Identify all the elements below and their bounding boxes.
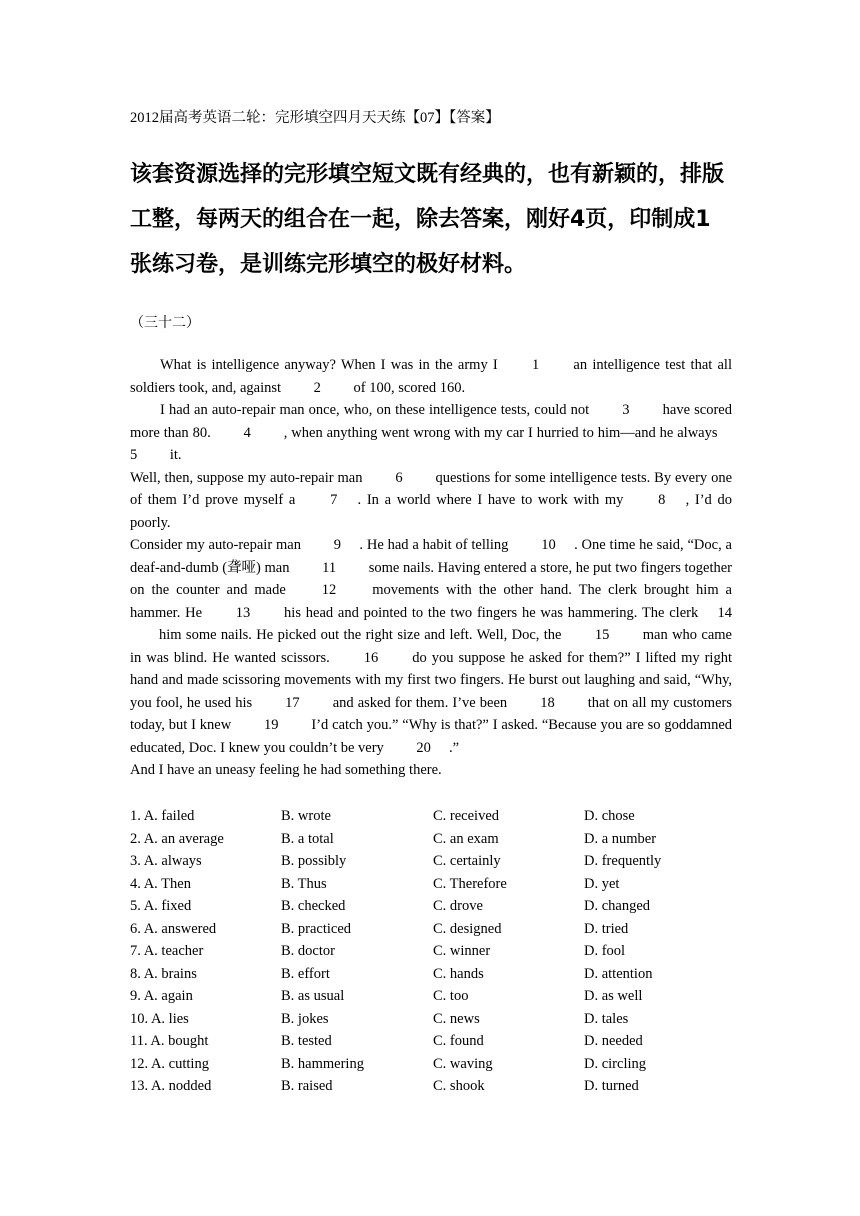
option-choice: C. hands: [433, 965, 484, 982]
passage-paragraph: I had an auto-repair man once, who, on these intelligence tests, could not 3 have scored more than 80. 4 , when anything went wrong with my car I hurried to him—and he always 5 it.: [130, 402, 732, 463]
option-row: [130, 963, 732, 986]
option-row: [130, 895, 732, 918]
option-choice: C. news: [433, 1010, 480, 1027]
option-choice: C. too: [433, 988, 469, 1004]
passage-paragraph: And I have an uneasy feeling he had something there.: [130, 762, 442, 778]
option-choice: B. tested: [281, 1033, 332, 1049]
option-choice: D. attention: [584, 965, 653, 982]
option-choice: B. jokes: [281, 1010, 329, 1027]
passage-paragraph: Well, then, suppose my auto-repair man 6 questions for some intelligence tests. By every one of them I’d prove myself a 7 . In a world where I have to work with my 8 , I’d do poorly.: [130, 469, 732, 531]
option-choice: D. chose: [584, 808, 635, 824]
option-choice: D. tried: [584, 920, 629, 937]
option-choice: 9. A. again: [130, 988, 193, 1004]
option-choice: C. found: [433, 1033, 484, 1049]
option-choice: B. as usual: [281, 988, 345, 1004]
option-choice: D. needed: [584, 1033, 643, 1049]
option-choice: B. raised: [281, 1078, 333, 1094]
option-choice: D. a number: [584, 830, 657, 847]
option-choice: D. tales: [584, 1010, 629, 1027]
passage-paragraph: What is intelligence anyway? When I was in the army I 1 an intelligence test that all soldiers took, and, against 2 of 100, scored 160.: [130, 357, 732, 396]
option-choice: D. yet: [584, 875, 620, 892]
option-row: [130, 805, 732, 828]
option-row: [130, 940, 732, 963]
passage-paragraph: Consider my auto-repair man 9 . He had a habit of telling 10 . One time he said, “Doc, a deaf-and-dumb (聋哑) man 11 some nails. Having entered a store, he put two fingers together on the counter and made 12 movements with the other hand. The clerk brought him a hammer. He 13 his head and pointed to the two fingers he was hammering. The clerk 14 him some nails. He picked out the right size and left. Well, Doc, the 15 man who came in was blind. He wanted scissors. 16 do you suppose he asked for them?” I lifted my right hand and made scissoring movements with my first two fingers. He burst out laughing and said, “Why, you fool, he used his 17 and asked for them. I’ve been 18 that on all my customers today, but I knew 19 I’d catch you.” “Why is that?” I asked. “Because you are so goddamned educated, Doc. I knew you couldn’t be very 20 .”: [130, 537, 732, 756]
answer-options: [130, 805, 732, 1098]
option-choice: C. shook: [433, 1078, 485, 1094]
option-row: [130, 873, 732, 896]
option-choice: C. waving: [433, 1055, 493, 1072]
option-choice: D. frequently: [584, 853, 662, 869]
option-choice: B. possibly: [281, 853, 347, 869]
option-choice: C. an exam: [433, 830, 499, 847]
option-choice: 7. A. teacher: [130, 943, 204, 959]
option-row: [130, 985, 732, 1008]
option-choice: B. doctor: [281, 943, 335, 959]
option-row: [130, 828, 732, 851]
option-choice: D. circling: [584, 1055, 647, 1072]
option-choice: C. designed: [433, 920, 502, 937]
option-choice: C. certainly: [433, 853, 501, 869]
option-choice: B. checked: [281, 898, 346, 914]
option-choice: 4. A. Then: [130, 875, 191, 892]
option-row: [130, 1075, 732, 1098]
cloze-passage: [130, 354, 732, 782]
option-row: [130, 1053, 732, 1076]
option-choice: B. a total: [281, 830, 334, 847]
option-choice: 10. A. lies: [130, 1010, 189, 1027]
option-choice: 13. A. nodded: [130, 1078, 212, 1094]
option-choice: B. practiced: [281, 920, 352, 937]
option-choice: D. fool: [584, 943, 626, 959]
option-choice: B. hammering: [281, 1055, 364, 1072]
option-choice: 8. A. brains: [130, 965, 197, 982]
option-choice: C. Therefore: [433, 875, 507, 892]
option-choice: D. turned: [584, 1078, 639, 1094]
option-choice: D. as well: [584, 988, 643, 1004]
option-choice: 5. A. fixed: [130, 898, 192, 914]
option-choice: 1. A. failed: [130, 808, 195, 824]
option-choice: 12. A. cutting: [130, 1055, 209, 1072]
option-choice: B. effort: [281, 965, 330, 982]
intro-paragraph: 该套资源选择的完形填空短文既有经典的，也有新颖的，排版工整，每两天的组合在一起，除去答案，刚好4页，印制成1张练习卷，是训练完形填空的极好材料。: [130, 162, 725, 277]
section-label: （三十二）: [130, 316, 200, 331]
option-choice: 6. A. answered: [130, 920, 217, 937]
option-choice: B. Thus: [281, 875, 327, 892]
option-choice: C. received: [433, 808, 500, 824]
option-choice: C. winner: [433, 943, 491, 959]
option-choice: D. changed: [584, 898, 651, 914]
option-choice: C. drove: [433, 898, 483, 914]
option-row: [130, 850, 732, 873]
option-choice: 11. A. bought: [130, 1033, 209, 1049]
option-choice: 3. A. always: [130, 853, 202, 869]
option-row: [130, 918, 732, 941]
option-row: [130, 1008, 732, 1031]
option-choice: B. wrote: [281, 808, 331, 824]
option-choice: 2. A. an average: [130, 830, 224, 847]
document-title: 2012届高考英语二轮：完形填空四月天天练【07】【答案】: [130, 110, 500, 126]
option-row: [130, 1030, 732, 1053]
